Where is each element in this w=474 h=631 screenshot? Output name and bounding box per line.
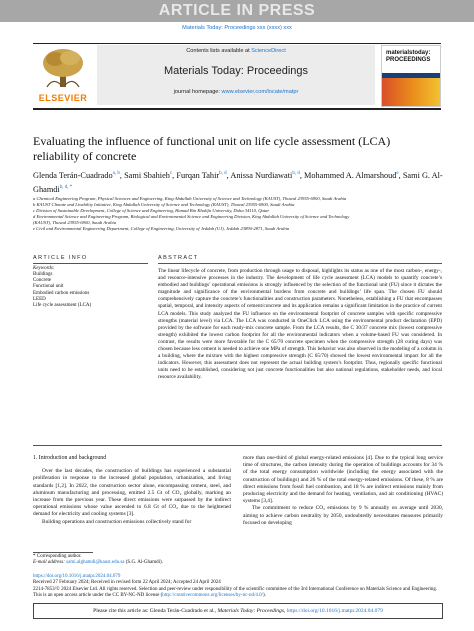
affiliation-line: b KAUST Climate and Livability Initiative, King Abdullah University of Science and Technology (KAUST), Thuwal 23955-6900, Saudi Arabia xyxy=(33,202,295,208)
author-affiliation-marker[interactable]: b, d xyxy=(219,171,227,176)
homepage-prefix: journal homepage: xyxy=(173,89,222,95)
header-top-rule xyxy=(33,43,441,44)
banner-text: ARTICLE IN PRESS xyxy=(158,2,316,19)
author[interactable] xyxy=(230,171,299,180)
author-name: Anissa Nurdiawati xyxy=(230,170,293,180)
keyword: Embodied carbon emissions xyxy=(33,290,90,296)
article-info-rule xyxy=(33,263,148,264)
footer-journal: Materials Today: Proceedings xyxy=(217,608,284,614)
email-suffix: (S.G. Al-Ghamdi). xyxy=(124,560,163,566)
email-line xyxy=(33,560,443,566)
keyword: Buildings xyxy=(33,272,53,277)
author[interactable] xyxy=(304,171,399,180)
license-suffix: ). xyxy=(263,593,266,599)
abstract-rule xyxy=(158,263,442,264)
body-column-right xyxy=(243,455,443,527)
affiliation-line: c Division of Sustainable Development, College of Science and Engineering, Hamad Bin Khalifa University, Doha 34110, Qatar xyxy=(33,208,270,214)
contents-line xyxy=(97,48,375,54)
received-dates: Received 27 February 2024; Received in revised form 22 April 2024; Accepted 24 April 2024 xyxy=(33,580,221,586)
affiliation-line: d Environmental Science and Engineering Program, Biological and Environmental Science and Engineering Division, King Abdullah University of Science and Technology xyxy=(33,214,350,220)
publisher-name: ELSEVIER xyxy=(38,93,88,103)
footnotes xyxy=(33,554,443,567)
author-affiliation-marker[interactable]: e xyxy=(396,171,399,176)
elsevier-tree-icon xyxy=(39,47,87,89)
footer-doi-link[interactable]: https://doi.org/10.1016/j.matpr.2024.04.079 xyxy=(286,608,383,614)
intro-paragraph: Over the last decades, the construction of buildings has experienced a substantial proliferation in response to the increased global population, urbanization, and living standards [1,2]. In 2022, the construction sector alone, encompassing cement, steel, and aluminum manufacturing and processing, emitted 2.5 Gt of CO₂ globally, marking an increase from the previous year. These direct emissions were surpassed by the indirect operational emissions whose value ascended to 6.8 Gt of CO₂ due to the heightened demand for electricity and cooling systems [3]. xyxy=(33,468,231,518)
cover-title: materialstoday: PROCEEDINGS xyxy=(386,50,431,63)
intro-paragraph: Building operations and construction emissions collectively stand for xyxy=(42,518,192,525)
header-bottom-rule xyxy=(33,108,441,110)
author-name: Sami Sbahieh xyxy=(124,170,170,180)
abstract-heading: ABSTRACT xyxy=(158,255,199,261)
corresponding-author-note: * Corresponding author. xyxy=(33,554,82,559)
section-heading-introduction: 1. Introduction and background xyxy=(33,455,107,461)
keyword: Life cycle assessment (LCA) xyxy=(33,303,92,309)
author-affiliation-marker[interactable]: c xyxy=(169,171,173,176)
keyword: Concrete xyxy=(33,278,52,284)
author-list: Glenda Terán-Cuadrado$^{a, b}$, Sami Sbahieh$^c$, Furqan Tahir$^{b, d}$, Anissa Nurdiawati$^{b, d}$, Mohammed A. Almarshoud$^e$, Sami G. Al-Ghamdi$^{b, d, *}$ xyxy=(33,170,443,194)
intro-paragraph: The commitment to reduce CO₂ emissions by 9 % annually on average until 2030, aiming to achieve carbon neutrality by 2050, undoubtedly necessitates measures primarily focused on developing xyxy=(243,505,443,526)
journal-title: Materials Today: Proceedings xyxy=(163,65,309,77)
license-link[interactable]: http://creativecommons.org/licenses/by-nc-nd/4.0/ xyxy=(162,593,263,599)
footer-sep: , xyxy=(283,608,287,614)
body-column-left xyxy=(33,455,231,526)
keyword: LEED xyxy=(33,296,46,302)
sciencedirect-link[interactable]: ScienceDirect xyxy=(251,48,286,54)
author[interactable] xyxy=(33,171,120,180)
license-text xyxy=(33,587,443,600)
doi-block xyxy=(33,574,443,600)
journal-cover-thumbnail[interactable] xyxy=(381,45,441,107)
abstract-bottom-rule xyxy=(33,445,442,446)
article-info-heading: ARTICLE INFO xyxy=(33,255,88,261)
doi-link[interactable]: https://doi.org/10.1016/j.matpr.2024.04.079 xyxy=(33,574,121,579)
author[interactable] xyxy=(124,171,172,180)
article-title: Evaluating the influence of functional unit on life cycle assessment (LCA) reliability of concrete xyxy=(33,134,391,163)
citation-footer xyxy=(33,603,443,619)
affiliation-line: (KAUST), Thuwal 23955-6900, Saudi Arabia xyxy=(33,220,117,226)
author[interactable] xyxy=(176,171,226,180)
affiliations xyxy=(33,196,443,233)
footnote-rule xyxy=(33,552,93,553)
contents-prefix: Contents lists available at xyxy=(186,48,252,54)
homepage-link[interactable]: www.elsevier.com/locate/matpr xyxy=(221,89,299,95)
affiliation-line: a Chemical Engineering Program, Physical Sciences and Engineering, King Abdullah University of Science and Technology (KAUST), Thuwal 23955-6900, Saudi Arabia xyxy=(33,196,347,201)
author-name: Sami G. Al-Ghamdi xyxy=(33,170,443,194)
top-citation[interactable]: Materials Today: Proceedings xxx (xxxx) xxx xyxy=(182,25,292,31)
keywords-list xyxy=(33,272,91,309)
keyword: Functional unit xyxy=(33,284,64,290)
elsevier-logo[interactable] xyxy=(33,45,93,105)
author-name: Glenda Terán-Cuadrado xyxy=(33,170,113,180)
email-label: E-mail address: xyxy=(33,560,67,566)
journal-masthead xyxy=(33,45,441,107)
cover-stripe xyxy=(382,78,440,106)
abstract-text: The linear lifecycle of concrete, from production through usage to disposal, highlights its status as one of the most carbon-, energy-, and resource-intensive processes in the industry. The development of life cycle assessment (LCA) models to quantify concrete’s embodied and buildings’ operational emissions is strongly influenced by the selection of the functional unit (FU) since it dictates the magnitude and significance of the environmental burdens from concrete and buildings’ life span. The chosen FU should comprehensively capture the concrete’s functionalities and construction parameters. Nonetheless, establishing a FU that encompasses spatial, temporal, and intensity aspects of cement/concrete and its application remains a significant limitation in the practice of current LCA models. This study analyzed the FU influence on the environmental footprint of concrete samples with specific compressive strengths (material level) via LCA. The LCA was conducted in OneClick LCA using the environmental product declaration (EPD) provided by the software for each ready-mix concrete sample. From the LCA results, the C 30/37 concrete mix (lowest compressive strength) exhibited the lowest carbon footprint for all the environmental indicators when a volume-based FU was considered. In contrast, the results were more favorable for the C 65/70 concrete specimen when the compressive strength (28 curing days) was chosen because less cement is needed to achieve one MPa of strength. This behavior was also observed in the modeling of a column in a building, where the mixture with the highest compressive strength (C 65/70) showed the lowest environmental impact for all the indicators. However, this assessment does not represent the actual building system’s footprint. Thus, regionally specific functional units need to be established, considering not just concrete functionalities but also national regulations, stakeholder needs, and local resource availability. xyxy=(158,268,442,381)
author-affiliation-marker[interactable]: b, d, * xyxy=(59,184,73,190)
keywords-heading: Keywords: xyxy=(33,266,55,271)
homepage-line xyxy=(97,89,375,95)
author-affiliation-marker[interactable]: b, d xyxy=(292,171,300,176)
intro-paragraph: more than one-third of global energy-related emissions [4]. Due to the typical long service time of structures, the carbon intensity during the operation of buildings accounts for 34 % of the total energy consumption worldwide (including the energy associated with the construction of buildings) and 26 % of the total energy-related emissions. Of these, 8 % are direct emissions from fossil fuel combustion, and 18 % are indirect emissions mainly from producing electricity and the demand for heating, ventilation, and air conditioning (HVAC) systems [3,4]. xyxy=(243,455,443,505)
author-affiliation-marker[interactable]: a, b xyxy=(112,171,120,176)
journal-info-box xyxy=(97,45,375,105)
affiliation-line: e Civil and Environmental Engineering Department, College of Engineering, University of Jeddah (UJ), Jeddah 23890-2871, Saudi Arabia xyxy=(33,226,290,232)
license-prefix: 2214-7853/© 2024 Elsevier Ltd. All rights reserved. Selection and peer-review under responsibility of the scientific committee of the 3rd International Conference on Materials Science and Engineering. This is an open access article under the CC BY-NC-ND license ( xyxy=(33,586,438,599)
author-name: Furqan Tahir xyxy=(176,170,220,180)
article-in-press-banner xyxy=(0,0,474,22)
email-link[interactable]: sami.alghamdi@kaust.edu.sa xyxy=(66,560,125,566)
author-name: Mohammed A. Almarshoud xyxy=(304,170,397,180)
footer-prefix: Please cite this article as: Glenda Terán-Cuadrado et al., xyxy=(93,608,218,614)
